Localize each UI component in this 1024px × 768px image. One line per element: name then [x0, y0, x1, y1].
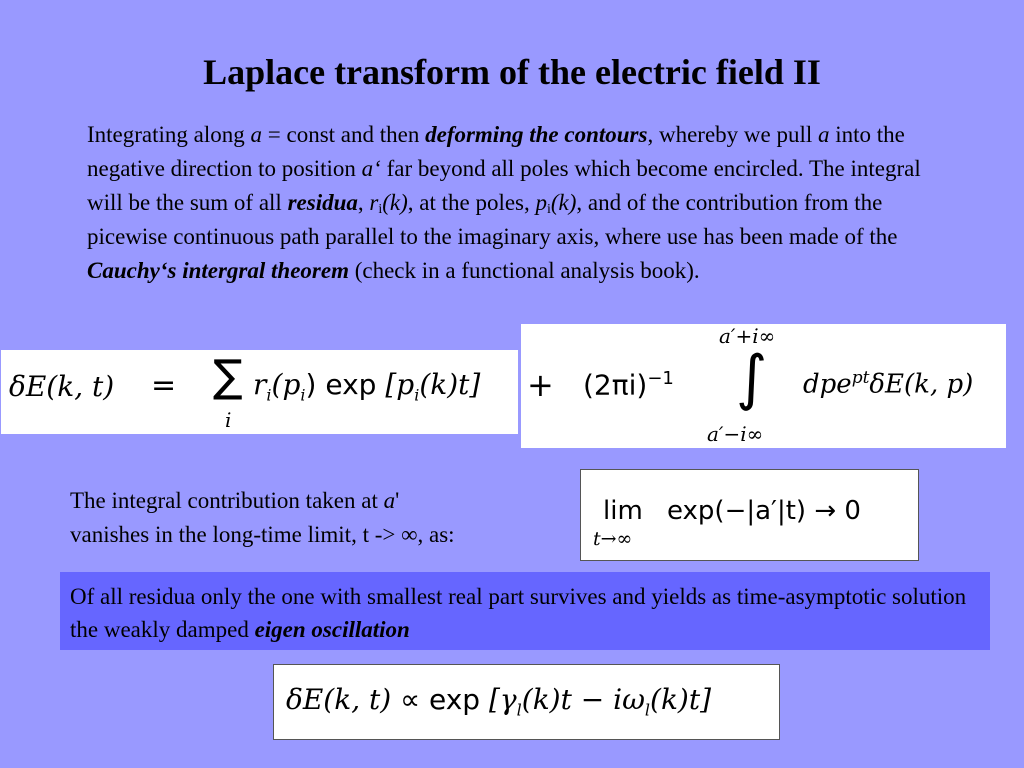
equation-residue-sum [1, 350, 518, 434]
eq2-field: δE(k, p) [869, 369, 974, 400]
eq3-lim-sub: t→∞ [593, 528, 633, 550]
eq4-mid: (k)t − iω [521, 683, 645, 716]
eq4-gamma-sub: l [516, 700, 522, 720]
eq1-r-sub: i [266, 385, 272, 405]
var-p: p [535, 190, 547, 215]
eq4-lhs: δE(k, t) [286, 683, 392, 716]
eq1-r: r [253, 368, 267, 401]
mid-var-a: a [383, 488, 396, 513]
eq4-end: (k)t] [650, 683, 712, 716]
equation-integral-term [521, 324, 1006, 448]
banner-emph: eigen oscillation [254, 617, 410, 642]
eq4-omega-sub: l [644, 700, 651, 720]
var-a: a [818, 122, 830, 147]
para-text: , [357, 190, 370, 215]
eq1-sum-index: i [225, 408, 232, 432]
eq4-exp: exp [429, 683, 481, 716]
eq2-dpe: dpe [803, 369, 852, 400]
eq4-content [286, 683, 711, 720]
eq1-lhs: δE(k, t) [9, 370, 115, 403]
eq1-exp-rest: (k)t] [419, 368, 481, 401]
para-text: , at the poles, [407, 190, 536, 215]
eq1-equals: = [151, 368, 177, 403]
para-text: Integrating along [87, 122, 251, 147]
equation-limit [580, 469, 919, 561]
intro-paragraph [87, 118, 947, 288]
var-r: r [369, 190, 379, 215]
var-a-prime: a‘ [361, 156, 381, 181]
eq2-upper-limit: a′+i∞ [719, 324, 776, 348]
eq1-close: ) [305, 368, 317, 401]
var-rk: (k) [382, 190, 408, 215]
eq2-factor-base: (2πi) [583, 368, 648, 402]
slide-title: Laplace transform of the electric field II [203, 52, 821, 92]
para-text: far beyond all poles which become encircled. The integral will be the sum of all [87, 156, 921, 215]
eq2-factor [583, 368, 674, 401]
para-text: (check in a functional analysis book). [348, 258, 700, 283]
eq1-exp: exp [325, 368, 377, 401]
eq1-arg: (p [271, 368, 301, 401]
eq4-gamma: [γ [488, 683, 517, 716]
equation-eigen-oscillation [273, 664, 780, 740]
eq1-term [253, 368, 480, 405]
eq4-prop: ∝ [400, 683, 421, 716]
banner-text: Of all residua only the one with smallest real part survives and yields as time-asymptotic solution the weakly damped [70, 584, 967, 642]
var-pk: (k) [550, 190, 577, 215]
emph-residua: residua [287, 190, 358, 215]
eq1-sum: ∑ [213, 351, 243, 402]
var-a: a [250, 122, 263, 147]
para-text: , whereby we pull [647, 122, 819, 147]
eq1-exp-sub: i [414, 385, 420, 405]
conclusion-banner [60, 572, 990, 650]
eq1-exp-arg: [p [385, 368, 415, 401]
var-r-sub: i [378, 202, 383, 217]
mid-prime: ' [395, 488, 400, 513]
var-p-sub: i [547, 202, 551, 217]
emph-cauchy: Cauchy‘s intergral theorem [87, 258, 349, 283]
eq2-integrand [803, 368, 973, 400]
para-text: into the negative direction to position [87, 122, 905, 181]
mid-line1: The integral contribution taken at [70, 488, 384, 513]
para-text: = const and then [262, 122, 426, 147]
eq2-lower-limit: a′−i∞ [707, 422, 764, 446]
mid-line2: vanishes in the long-time limit, t -> ∞, as: [70, 522, 455, 547]
eq3-expression: exp(−|a′|t) → 0 [667, 496, 861, 526]
para-text: , and of the contribution from the picewise continuous path parallel to the imaginary axis, where use has been made of the [87, 190, 898, 249]
eq2-dpe-sup: pt [851, 368, 870, 388]
emph-deforming: deforming the contours [425, 122, 648, 147]
eq3-lim: lim [603, 496, 643, 526]
eq2-integral-sign: ∫ [736, 343, 768, 413]
eq2-plus: + [527, 366, 554, 404]
long-time-text [70, 484, 570, 552]
eq2-factor-exp: −1 [647, 368, 674, 389]
eq1-arg-sub: i [300, 385, 306, 405]
